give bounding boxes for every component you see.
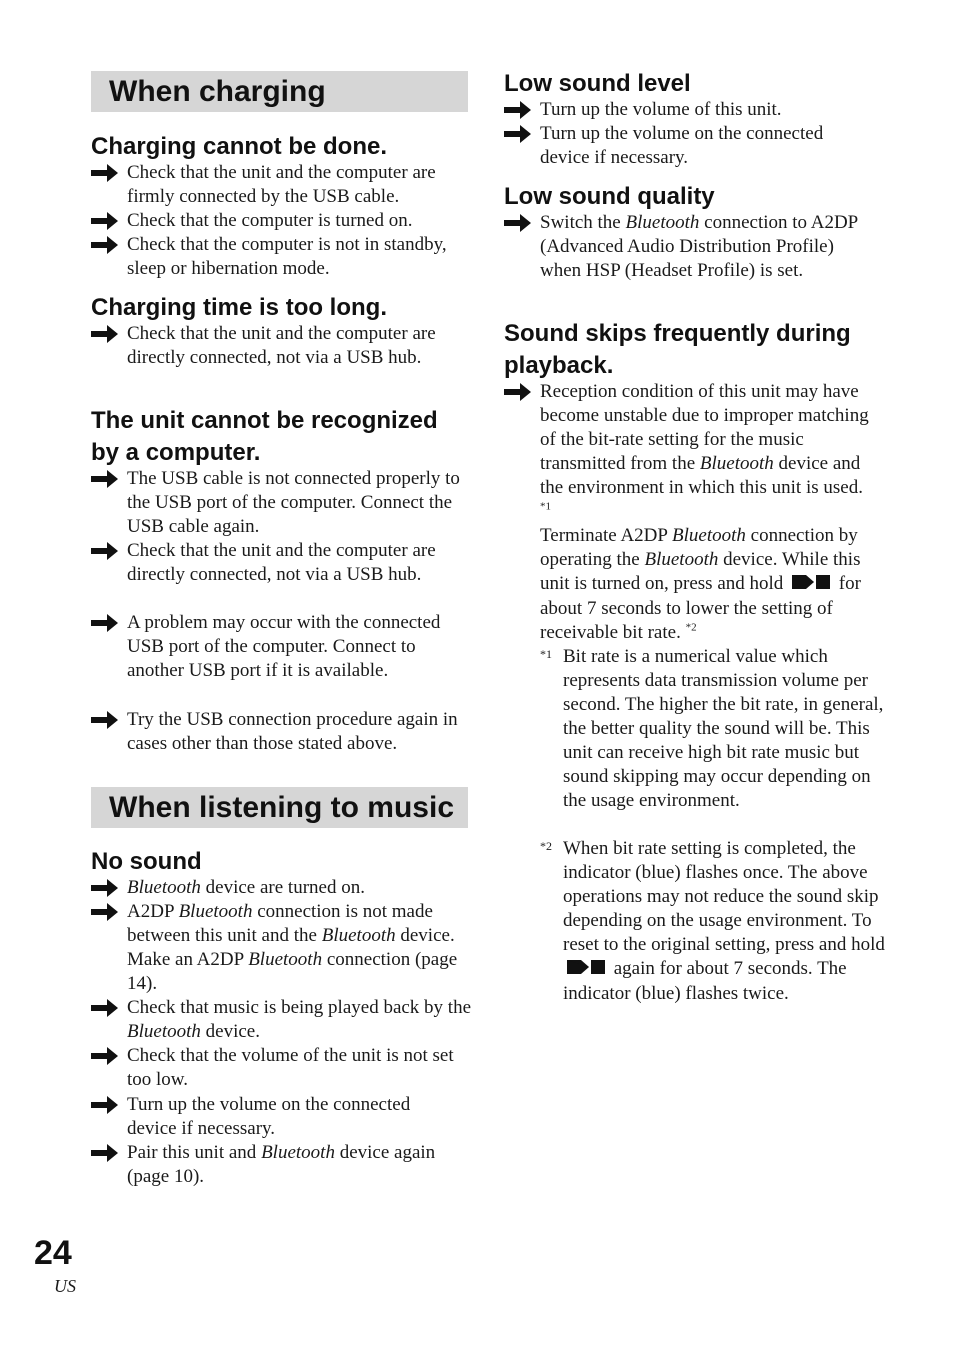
arrow-icon bbox=[504, 100, 532, 120]
list-item: Check that music is being played back by the Bluetooth device. bbox=[91, 996, 473, 1044]
instruction-paragraph: Terminate A2DP Bluetooth connection by operating the Bluetooth device. While this unit is turned on, press and hold for about 7 seconds to lower the setting of receivable bit rate. $^{*2}$ bbox=[540, 525, 861, 643]
arrow-icon bbox=[91, 469, 119, 489]
list-item: Turn up the volume on the connected device if necessary. bbox=[91, 1093, 457, 1141]
section-banner-listening: When listening to music bbox=[91, 787, 468, 828]
heading-charging-time-too-long: Charging time is too long. bbox=[91, 294, 387, 321]
play-stop-icon bbox=[788, 573, 834, 597]
list-item: A problem may occur with the connected USB port of the computer. Connect to another USB port if it is available. bbox=[91, 611, 447, 683]
list-item: Try the USB connection procedure again in cases other than those stated above. bbox=[91, 708, 473, 756]
list-item: Turn up the volume on the connected device if necessary. bbox=[504, 122, 870, 170]
arrow-icon bbox=[91, 998, 119, 1018]
list-item: A2DP Bluetooth connection is not made between this unit and the Bluetooth device. Make an A2DP Bluetooth connection (page 14). bbox=[91, 900, 473, 996]
heading-charging-cannot-be-done: Charging cannot be done. bbox=[91, 133, 388, 160]
heading-low-sound-quality: Low sound quality bbox=[504, 183, 715, 210]
list-item: Bluetooth device are turned on. bbox=[91, 876, 473, 900]
section-banner-charging: When charging bbox=[91, 71, 468, 112]
arrow-icon bbox=[91, 211, 119, 231]
list-item: Check that the unit and the computer are directly connected, not via a USB hub. bbox=[91, 322, 447, 370]
arrow-icon bbox=[91, 1046, 119, 1066]
heading-sound-skips-line1: Sound skips frequently during bbox=[504, 320, 851, 347]
arrow-icon bbox=[91, 324, 119, 344]
list-item: Turn up the volume of this unit. bbox=[504, 98, 870, 122]
arrow-icon bbox=[504, 124, 532, 144]
arrow-icon bbox=[91, 163, 119, 183]
arrow-icon bbox=[91, 710, 119, 730]
list-item: Check that the unit and the computer are firmly connected by the USB cable. bbox=[91, 161, 469, 209]
footnote-2: *2 When bit rate setting is completed, the indicator (blue) flashes once. The above operations may not reduce the sound skip depending on the usage environment. To reset to the original setting, press and hold again for about 7 seconds. The indicator (blue) flashes twice. bbox=[540, 838, 885, 1004]
page-region-code: US bbox=[54, 1276, 76, 1296]
list-item: Check that the volume of the unit is not set too low. bbox=[91, 1044, 473, 1092]
arrow-icon bbox=[91, 1143, 119, 1163]
list-item: The USB cable is not connected properly to the USB port of the computer. Connect the USB cable again. bbox=[91, 467, 473, 539]
list-item: Check that the computer is turned on. bbox=[91, 209, 469, 233]
arrow-icon bbox=[91, 235, 119, 255]
heading-no-sound: No sound bbox=[91, 848, 202, 875]
arrow-icon bbox=[91, 878, 119, 898]
heading-low-sound-level: Low sound level bbox=[504, 70, 691, 97]
arrow-icon bbox=[91, 1095, 119, 1115]
page-number: 24 bbox=[34, 1234, 72, 1272]
list-item: Pair this unit and Bluetooth device again (page 10). bbox=[91, 1141, 473, 1189]
list-item: Check that the unit and the computer are directly connected, not via a USB hub. bbox=[91, 539, 447, 587]
heading-unit-not-recognized-line2: by a computer. bbox=[91, 439, 261, 466]
footnote-1: *1 Bit rate is a numerical value which represents data transmission volume per second. The higher the bit rate, in general, the better quality the sound will be. This unit can receive high bit rate music but sound skipping may occur depending on the usage environment. bbox=[540, 646, 884, 811]
arrow-icon bbox=[504, 382, 532, 402]
arrow-icon bbox=[91, 613, 119, 633]
arrow-icon bbox=[91, 541, 119, 561]
heading-sound-skips-line2: playback. bbox=[504, 352, 614, 379]
arrow-icon bbox=[91, 902, 119, 922]
list-item: Reception condition of this unit may have become unstable due to improper matching of the bit-rate setting for the music transmitted from the Bluetooth device and the environment in which this unit is used. $^{*1}$ bbox=[504, 380, 878, 524]
heading-unit-not-recognized-line1: The unit cannot be recognized bbox=[91, 407, 438, 434]
list-item: Check that the computer is not in standby, sleep or hibernation mode. bbox=[91, 233, 447, 281]
list-item: Switch the Bluetooth connection to A2DP (Advanced Audio Distribution Profile) when HSP (Headset Profile) is set. bbox=[504, 211, 876, 283]
arrow-icon bbox=[504, 213, 532, 233]
play-stop-icon bbox=[563, 958, 609, 982]
